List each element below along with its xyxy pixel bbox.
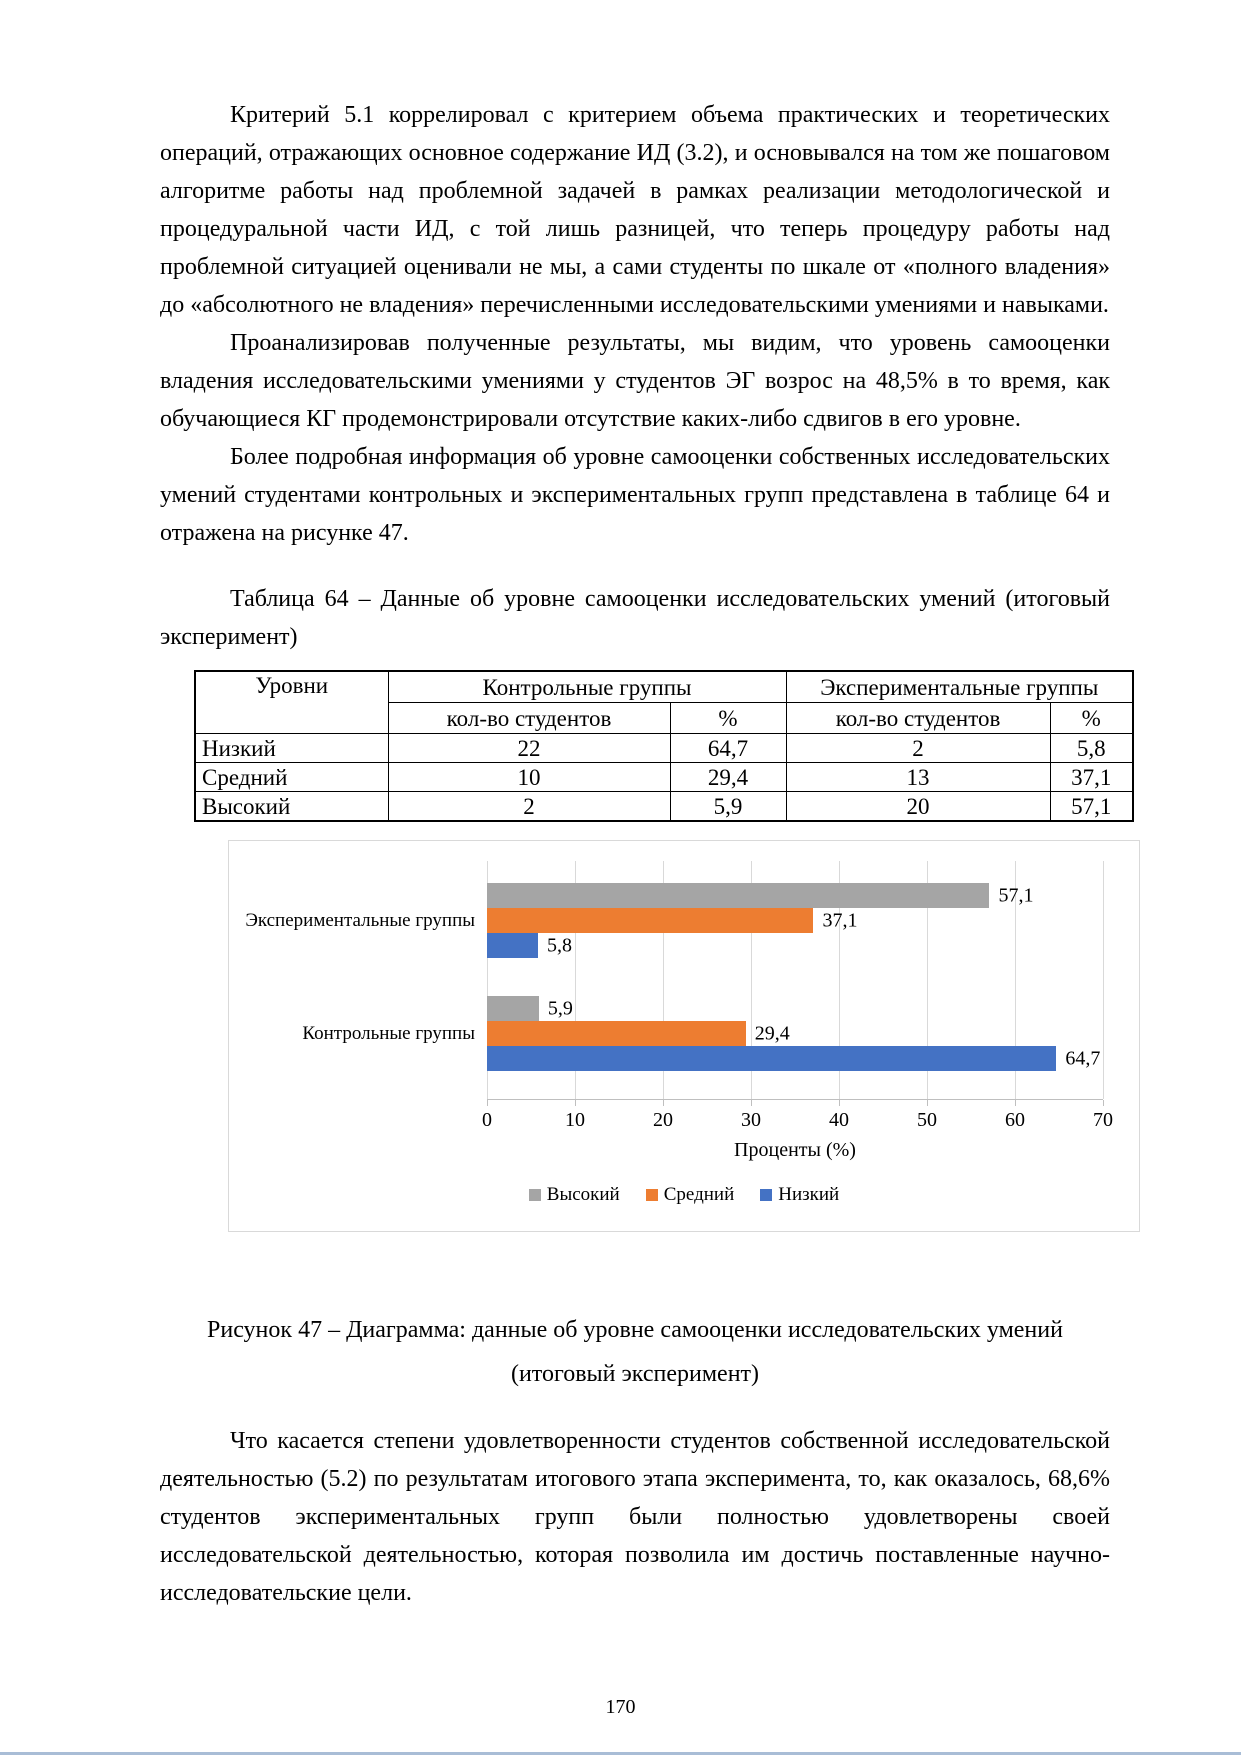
bar-value-label: 37,1 [822, 909, 858, 931]
bar-Средний [487, 1021, 790, 1046]
legend-item [760, 1184, 839, 1206]
table-cell: 22 [388, 734, 670, 763]
table-cell: 5,9 [670, 792, 786, 822]
axis-tick-label: 40 [829, 1109, 849, 1131]
table-cell: 13 [786, 763, 1050, 792]
table-64 [194, 670, 1134, 822]
figure-chart-box [228, 840, 1140, 1232]
axis-tick [487, 1100, 488, 1106]
table-cell-level: Низкий [195, 734, 388, 763]
bar-value-label: 57,1 [998, 884, 1034, 906]
table-row [195, 763, 1133, 792]
chart-canvas [487, 861, 1103, 1100]
legend-label: Средний [663, 1184, 735, 1205]
legend-item [646, 1184, 735, 1206]
axis-tick-label: 60 [1005, 1109, 1025, 1131]
table-corner-header: Уровни [195, 671, 388, 734]
table-cell: 2 [388, 792, 670, 822]
table-subheader: кол-во студентов [388, 703, 670, 734]
bar-Средний [487, 908, 858, 933]
legend-label: Высокий [546, 1184, 620, 1205]
page-number: 170 [605, 1696, 636, 1718]
axis-tick [927, 1100, 928, 1106]
bar-value-label: 5,9 [547, 997, 573, 1019]
table-group-header-control: Контрольные группы [388, 671, 786, 703]
category-label: Контрольные группы [302, 1022, 475, 1044]
bar-value-label: 5,8 [547, 934, 573, 956]
table-cell: 20 [786, 792, 1050, 822]
bar-Высокий [487, 883, 1034, 908]
axis-tick-labels [482, 1109, 1113, 1133]
legend-item [529, 1184, 620, 1206]
axis-tick-label: 10 [565, 1109, 585, 1131]
bar-Низкий [487, 933, 573, 958]
legend-label: Низкий [778, 1184, 840, 1205]
bar-value-label: 29,4 [754, 1022, 790, 1044]
chart-bars [487, 861, 1103, 1099]
bar-group [487, 996, 1103, 1071]
table-title: Таблица 64 – Данные об уровне самооценки исследовательских умений (итоговый эксперимент) [160, 586, 1110, 650]
table-cell: 57,1 [1050, 792, 1133, 822]
table-cell: 37,1 [1050, 763, 1133, 792]
axis-tick-label: 50 [917, 1109, 937, 1131]
table-row [195, 792, 1133, 822]
chart-legend [229, 1184, 1139, 1207]
table-subheader: % [1050, 703, 1133, 734]
axis-tick-label: 20 [653, 1109, 673, 1131]
category-label: Экспериментальные группы [245, 909, 475, 931]
axis-tick-label: 0 [482, 1109, 492, 1131]
bar-Высокий [487, 996, 573, 1021]
paragraph-satisfaction: Что касается степени удовлетворенности студентов собственной исследовательской деятельностью (5.2) по результатам итогового этапа эксперимента, то, как оказалось, 68,6% студентов экспериментальных групп были полностью удовлетворены своей исследовательской деятельностью, которая позволила им достичь поставленные научно-исследовательские цели. [160, 1428, 1110, 1606]
axis-tick-label: 70 [1093, 1109, 1113, 1131]
paragraph-results: Проанализировав полученные результаты, мы видим, что уровень самооценки владения исследовательскими умениями у студентов ЭГ возрос на 48,5% в то время, как обучающиеся КГ продемонстрировали отсутствие каких-либо сдвигов в его уровне. [160, 330, 1110, 432]
table-cell: 2 [786, 734, 1050, 763]
paragraph-criterion: Критерий 5.1 коррелировал с критерием объема практических и теоретических операций, отражающих основное содержание ИД (3.2), и основывался на том же пошаговом алгоритме работы над проблемной задачей в рамках реализации методологической и процедуральной части ИД, с той лишь разницей, что теперь процедуру работы над проблемной ситуацией оценивали не мы, а сами студенты по шкале от «полного владения» до «абсолютного не владения» перечисленными исследовательскими умениями и навыками. [160, 102, 1110, 318]
table-subheader: % [670, 703, 786, 734]
table-cell-level: Высокий [195, 792, 388, 822]
bar-Низкий [487, 1046, 1101, 1071]
x-axis-title: Проценты (%) [734, 1139, 856, 1161]
axis-tick [751, 1100, 752, 1106]
bar-group [487, 883, 1103, 958]
gridline [1103, 861, 1104, 1099]
table-group-header-experimental: Экспериментальные группы [786, 671, 1133, 703]
bar-value-label: 64,7 [1065, 1047, 1101, 1069]
table-cell: 5,8 [1050, 734, 1133, 763]
table-cell: 29,4 [670, 763, 786, 792]
legend-swatch [646, 1189, 658, 1201]
legend-swatch [529, 1189, 541, 1201]
table-cell: 10 [388, 763, 670, 792]
axis-tick [1015, 1100, 1016, 1106]
table-row [195, 734, 1133, 763]
axis-tick-marks [487, 1100, 1103, 1107]
table-header-row-1 [195, 671, 1133, 703]
table-subheader: кол-во студентов [786, 703, 1050, 734]
axis-tick [575, 1100, 576, 1106]
axis-tick [1103, 1100, 1104, 1106]
legend-swatch [760, 1189, 772, 1201]
axis-tick [839, 1100, 840, 1106]
figure-caption: Рисунок 47 – Диаграмма: данные об уровне самооценки исследовательских умений (итоговый эксперимент) [207, 1317, 1063, 1387]
chart-area [229, 861, 1139, 1133]
table-cell: 64,7 [670, 734, 786, 763]
paragraph-more-info: Более подробная информация об уровне самооценки собственных исследовательских умений студентами контрольных и экспериментальных групп представлена в таблице 64 и отражена на рисунке 47. [160, 444, 1110, 546]
table-cell-level: Средний [195, 763, 388, 792]
axis-tick-label: 30 [741, 1109, 761, 1131]
axis-tick [663, 1100, 664, 1106]
